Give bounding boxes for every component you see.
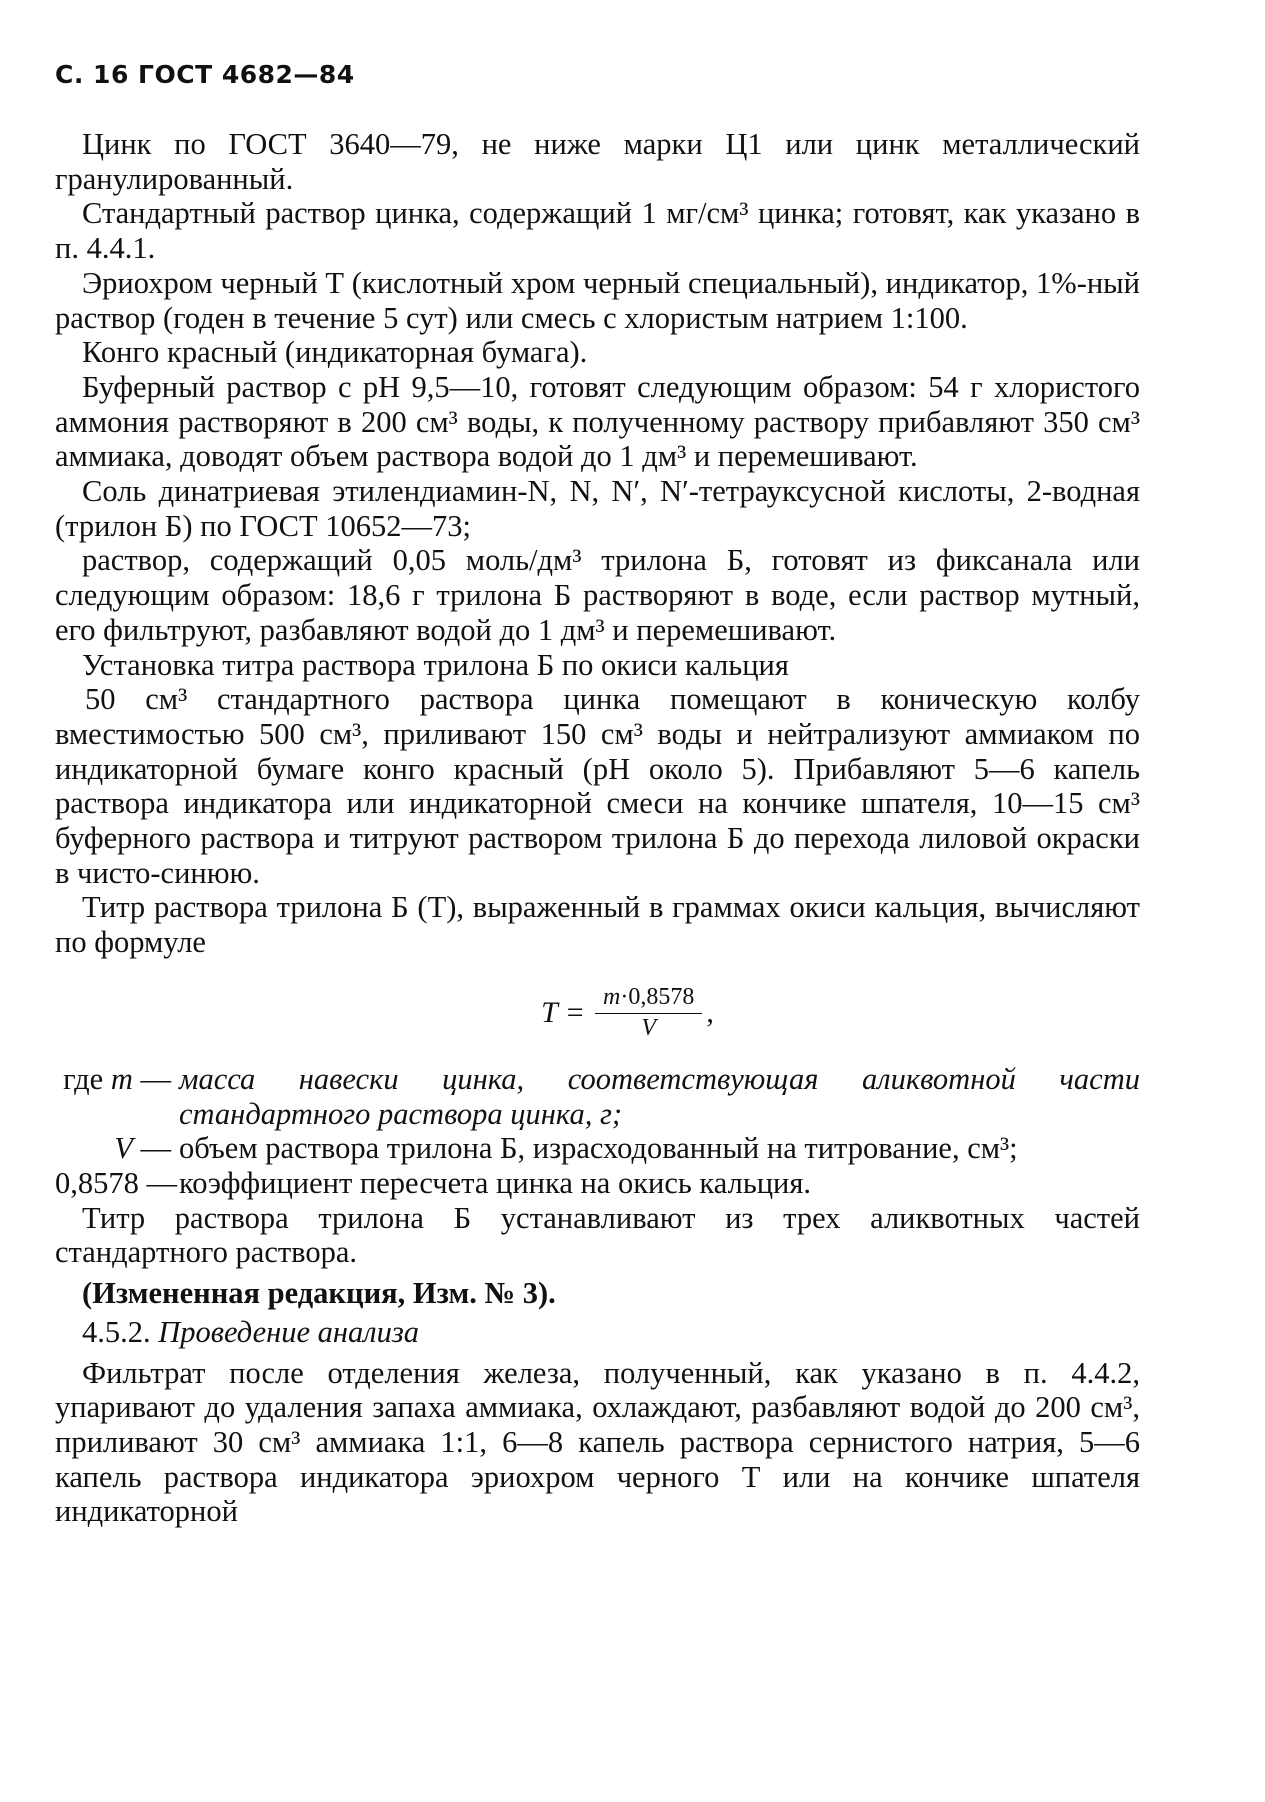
page-header: С. 16 ГОСТ 4682—84 [55,60,355,89]
document-page [55,60,1140,1529]
paragraph-titer-aliquots: Титр раствора трилона Б устанавливают из трех аликвотных частей стандартного раствора. [55,1200,1140,1270]
formula-numerator [595,984,702,1014]
paragraph-analysis-procedure: Фильтрат после отделения железа, полученный, как указано в п. 4.4.2, упаривают до удаления запаха аммиака, охлаждают, разбавляют водой до 200 см³, приливают 30 см³ аммиака 1:1, 6—8 капель раствора сернистого натрия, 5—6 капель раствора индикатора эриохром черного Т или на кончике шпателя индикаторной [55,1355,1140,1529]
legend-symbol-m-var: m [110,1061,133,1096]
section-heading [55,1315,1140,1350]
titer-formula [115,974,1140,1052]
formula-legend [55,1062,1140,1201]
section-number: 4.5.2. [82,1314,151,1349]
legend-symbol-v [55,1131,179,1166]
formula-fraction [595,984,702,1042]
formula-tail: , [706,995,714,1029]
paragraph-trilon-solution: раствор, содержащий 0,05 моль/дм³ трилона Б, готовят из фиксанала или следующим образом: 18,6 г трилона Б растворяют в воде, если раствор мутный, его фильтруют, разбавляют водой до 1 дм³ и перемешивают. [55,543,1140,647]
legend-definition-coefficient: коэффициент пересчета цинка на окись кальция. [179,1165,812,1200]
legend-symbol-coefficient [55,1166,179,1201]
legend-dash: — [138,1165,177,1200]
formula-denominator: V [641,1014,657,1041]
paragraph-titer-procedure: 50 см³ стандартного раствора цинка помещают в коническую колбу вместимостью 500 см³, приливают 150 см³ воды и нейтрализуют аммиаком по индикаторной бумаге конго красный (рН около 5). Прибавляют 5—6 капель раствора индикатора или индикаторной смеси на кончике шпателя, 10—15 см³ буферного раствора и титруют раствором трилона Б до перехода лиловой окраски в чисто-синюю. [55,682,1140,890]
amendment-note: (Измененная редакция, Изм. № 3). [82,1276,556,1311]
paragraph-buffer-solution: Буферный раствор с рН 9,5—10, готовят следующим образом: 54 г хлористого аммония растворяют в 200 см³ воды, к полученному раствору прибавляют 350 см³ аммиака, доводят объем раствора водой до 1 дм³ и перемешивают. [55,369,1140,474]
paragraph-titer-formula-intro: Титр раствора трилона Б (Т), выраженный в граммах окиси кальция, вычисляют по формуле [55,890,1140,960]
legend-dash: — [132,1061,171,1096]
formula-numerator-rest: ·0,8578 [620,983,695,1010]
legend-symbol-v-var: V [114,1131,133,1166]
section-title: Проведение анализа [158,1314,420,1349]
paragraph-titer-setup-heading: Установка титра раствора трилона Б по окиси кальция [82,647,789,682]
formula-lhs: T = [541,995,586,1029]
paragraph-disodium-salt: Соль динатриевая этилендиамин-N, N, N′, N′-тетрауксусной кислоты, 2-водная (трилон Б) по ГОСТ 10652—73; [55,474,1140,543]
paragraph-congo-red: Конго красный (индикаторная бумага). [82,335,588,370]
legend-definition-v: объем раствора трилона Б, израсходованный на титрование, см³; [179,1131,1018,1166]
paragraph-eriochrome-black: Эриохром черный Т (кислотный хром черный специальный), индикатор, 1%-ный раствор (годен в течение 5 сут) или смесь с хлористым натрием 1:100. [55,265,1140,335]
paragraph-zinc-standard-solution: Стандартный раствор цинка, содержащий 1 мг/см³ цинка; готовят, как указано в п. 4.4.1. [55,196,1140,266]
legend-symbol-coefficient-value: 0,8578 [55,1165,139,1200]
paragraph-zinc: Цинк по ГОСТ 3640—79, не ниже марки Ц1 или цинк металлический гранулированный. [55,127,1140,196]
legend-symbol-m [55,1062,179,1131]
legend-prefix: где [63,1061,111,1096]
formula-numerator-var: m [603,983,621,1010]
legend-dash: — [132,1131,171,1166]
legend-definition-m: масса навески цинка, соответствующая аликвотной части стандартного раствора цинка, г; [179,1061,1140,1131]
